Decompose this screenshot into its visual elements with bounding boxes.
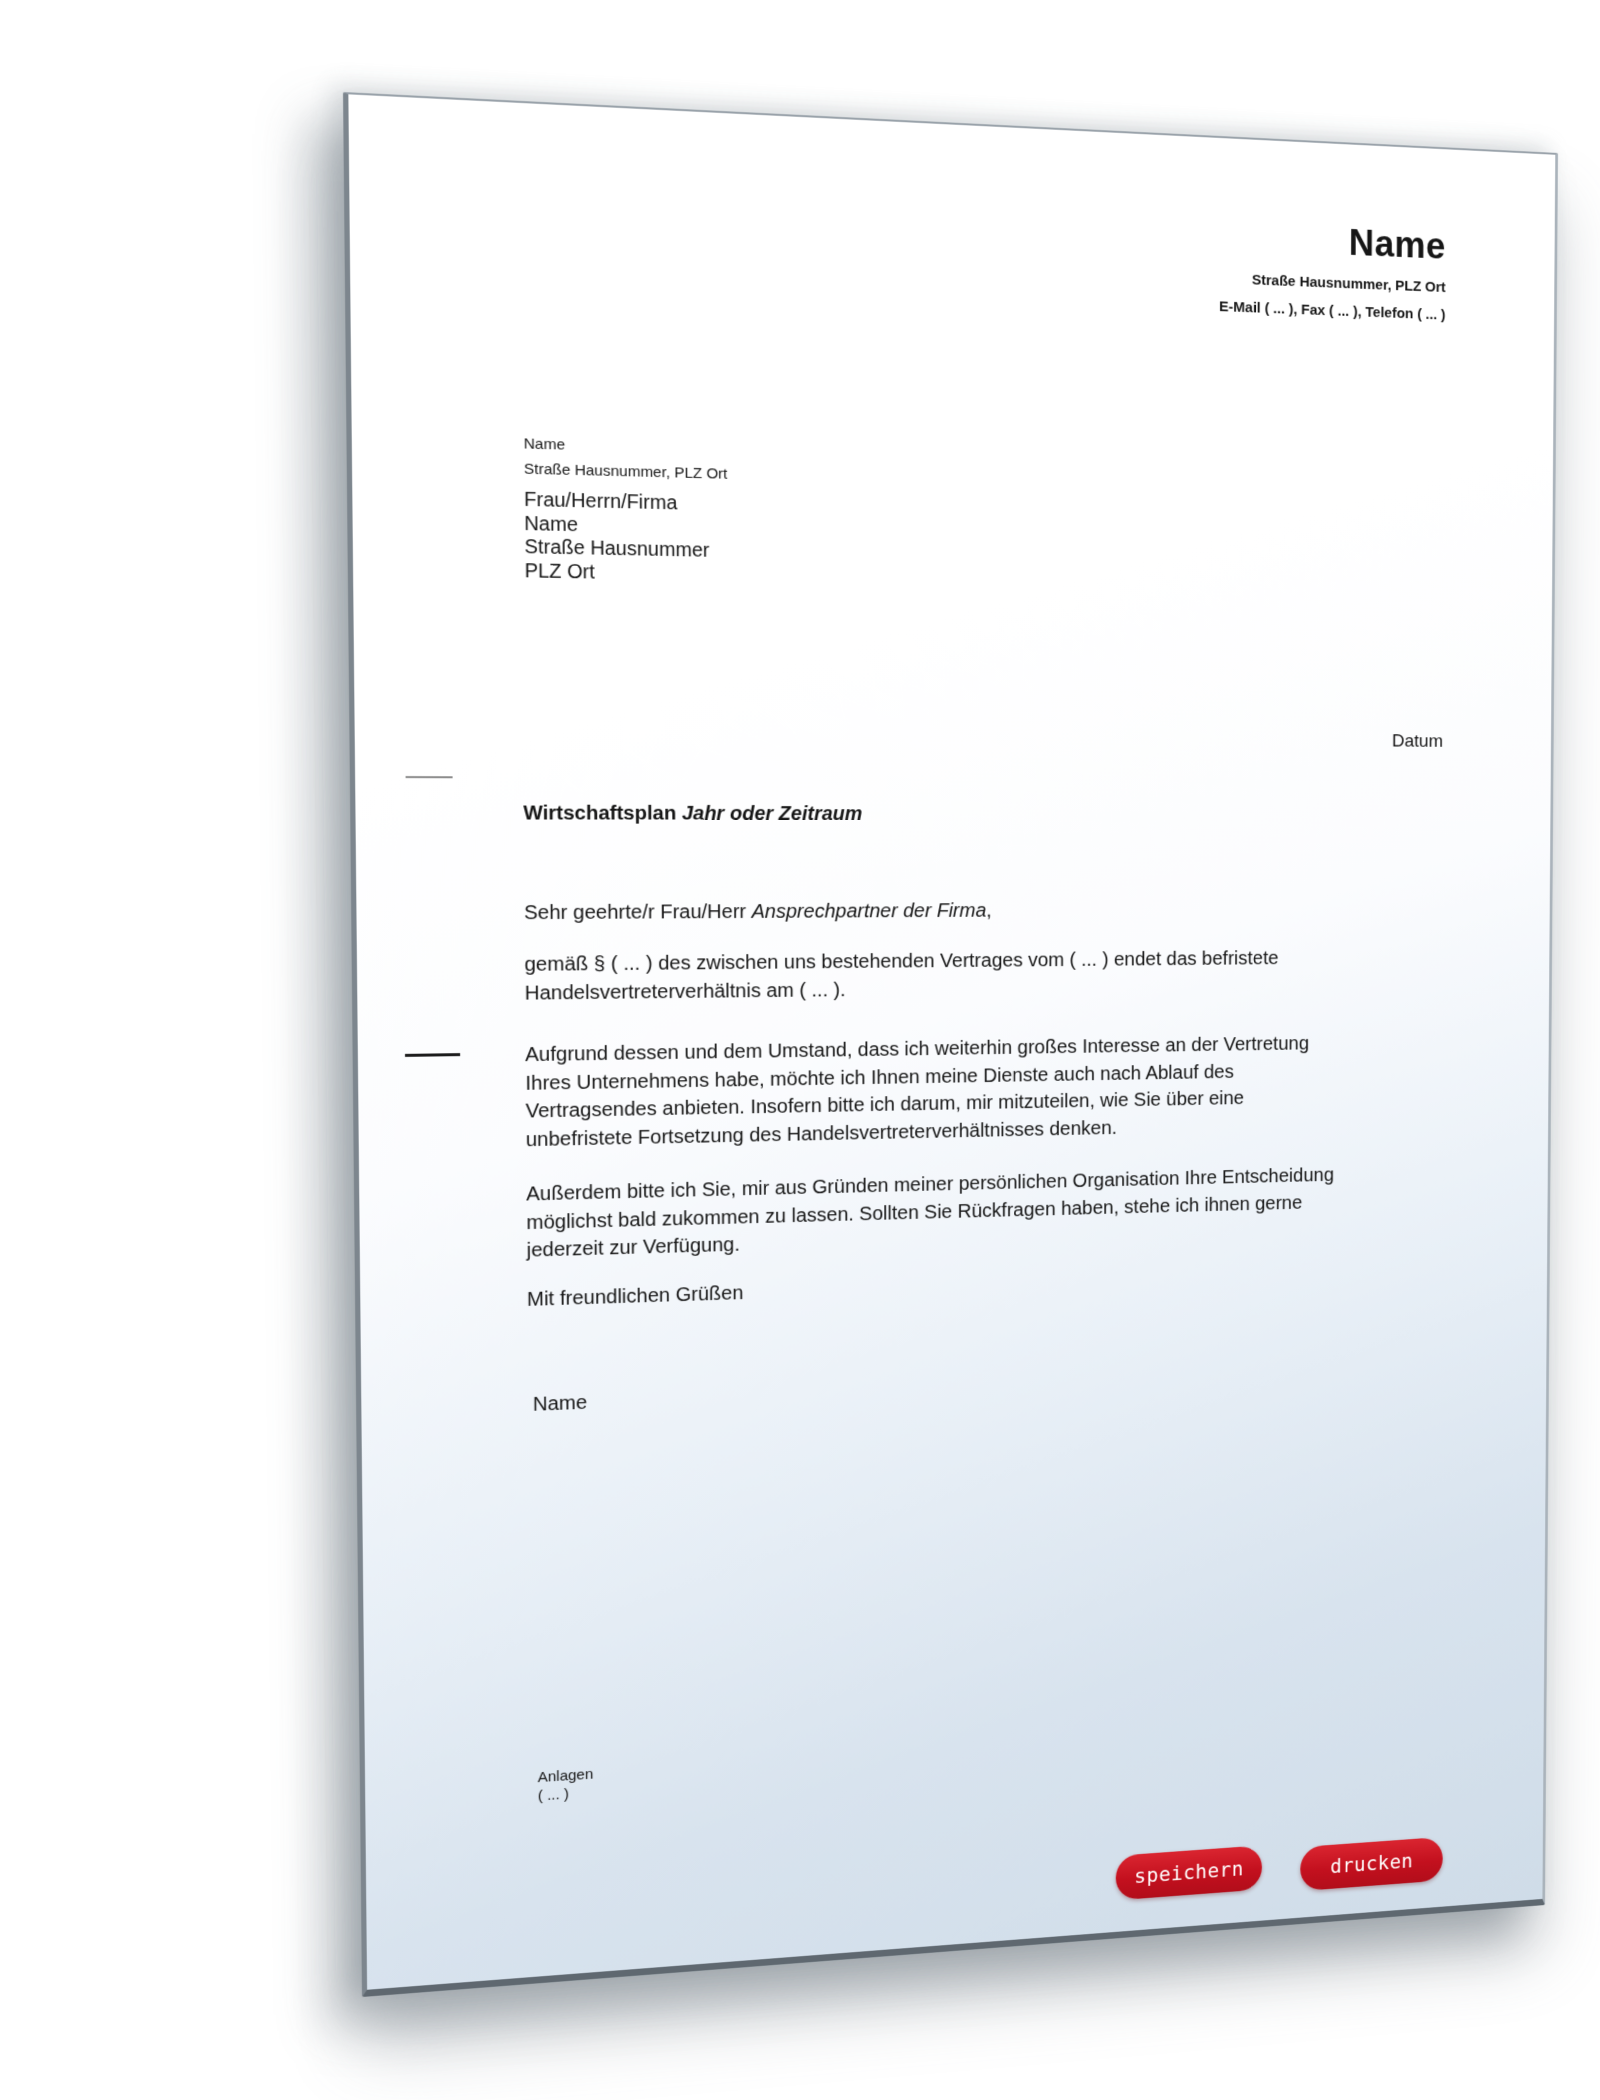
letterhead-contact: E-Mail ( ... ), Fax ( ... ), Telefon ( ... ) xyxy=(1219,298,1446,324)
attachments-label: Anlagen xyxy=(537,1766,594,1787)
save-button[interactable]: speichern xyxy=(1116,1845,1262,1900)
recipient-city: PLZ Ort xyxy=(524,559,595,584)
recipient-street: Straße Hausnummer xyxy=(524,536,710,562)
salutation-text: Sehr geehrte/r Frau/Herr xyxy=(524,901,752,925)
subject-label: Wirtschaftsplan xyxy=(523,802,677,825)
attachments-block xyxy=(538,1766,594,1805)
body-paragraph-1: gemäß § ( ... ) des zwischen uns bestehenden Vertrages vom ( ... ) endet das befristete Handelsvertreterverhältnis am ( ... ). xyxy=(524,948,1279,1005)
body-paragraph-2: Aufgrund dessen und dem Umstand, dass ich weiterhin großes Interesse an der Vertretung Ihres Unternehmens habe, möchte ich Ihnen meine Dienste auch nach Ablauf des Vertragsendes anbieten. Insofern bitte ich darum, mir mitzuteilen, wie Sie über eine unbefristete Fortsetzung des Handelsvertreterverhältnisses denken. xyxy=(525,1033,1310,1151)
recipient-salutation: Frau/Herrn/Firma xyxy=(524,488,678,515)
signature-name: Name xyxy=(532,1392,588,1416)
subject-period-placeholder: Jahr oder Zeitraum xyxy=(676,802,863,825)
salutation xyxy=(524,896,1414,928)
attachments-placeholder: ( ... ) xyxy=(537,1785,570,1804)
closing-formula: Mit freundlichen Grüßen xyxy=(526,1282,744,1311)
recipient-name: Name xyxy=(524,512,579,536)
sender-street: Straße Hausnummer, PLZ Ort xyxy=(523,460,728,483)
body-paragraph-3: Außerdem bitte ich Sie, mir aus Gründen meiner persönlichen Organisation Ihre Entscheidung möglichst bald zukommen zu lassen. Sollten Sie Rückfragen haben, stehe ich ihnen gerne jederzeit zur Verfügung. xyxy=(526,1164,1334,1262)
recipient-address xyxy=(524,489,709,587)
salutation-comma: , xyxy=(986,900,992,922)
date-placeholder: Datum xyxy=(1391,731,1444,752)
letterhead-address: Straße Hausnummer, PLZ Ort xyxy=(1251,271,1446,296)
print-button[interactable]: drucken xyxy=(1300,1837,1443,1891)
letterhead-name: Name xyxy=(1348,223,1446,268)
sender-name: Name xyxy=(523,435,566,454)
letter-page xyxy=(343,92,1558,1997)
fold-mark-center xyxy=(405,1053,460,1057)
letterhead xyxy=(1219,218,1446,329)
subject-line xyxy=(523,803,862,826)
fold-mark-top xyxy=(406,776,453,778)
salutation-contact-placeholder: Ansprechpartner der Firma xyxy=(751,900,987,923)
sender-address xyxy=(524,432,728,486)
